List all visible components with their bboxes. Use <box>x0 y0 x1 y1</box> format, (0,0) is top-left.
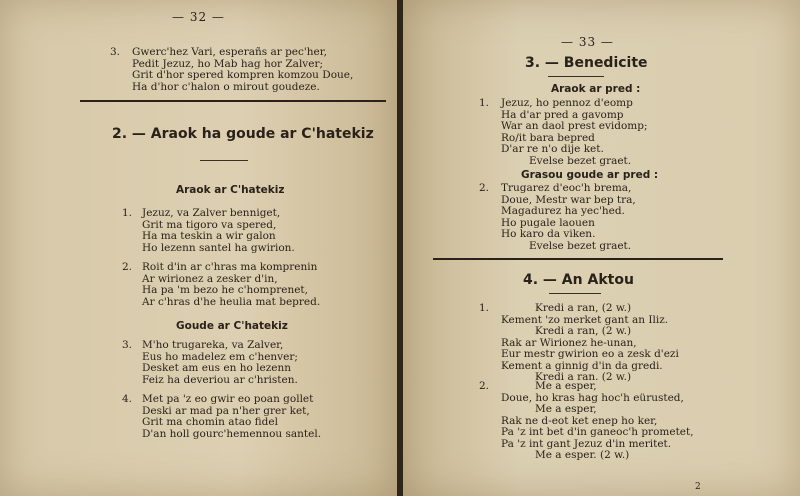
title-underline <box>548 76 604 77</box>
verse-line: Gwerc'hez Vari, esperañs ar pec'her, <box>132 46 327 58</box>
verse-line: Eur mestr gwirion eo a zesk d'ezi <box>501 348 679 360</box>
verse-3 <box>122 340 392 388</box>
verse-1 <box>122 208 392 256</box>
benedicite-verse-2 <box>479 182 779 252</box>
verse-line: Jezuz, va Zalver benniget, <box>142 207 281 219</box>
verse-line: Ha pa 'm bezo he c'homprenet, <box>142 284 308 296</box>
verse-line: Grit d'hor spered kompren komzou Doue, <box>132 69 354 81</box>
verse-line: Ro/it bara bepred <box>501 131 595 144</box>
verse-line: Kredi a ran. (2 w.) <box>535 371 632 383</box>
verse-line: Ho lezenn santel ha gwirion. <box>142 241 295 254</box>
verse-lines <box>501 98 648 167</box>
verse-line: Kement a ginnig d'in da gredi. <box>501 359 663 372</box>
verse-line: Trugarez d'eoc'h brema, <box>501 182 632 194</box>
verse-line: Deski ar mad pa n'her grer ket, <box>142 404 310 417</box>
verse-line: Ho karo da viken. <box>501 228 596 240</box>
verse-line: Me a esper, <box>535 380 597 392</box>
left-page <box>0 0 397 496</box>
verse-line: War an daol prest evidomp; <box>501 120 648 132</box>
verse-number: 2. <box>122 261 133 273</box>
verse-lines <box>132 47 353 93</box>
verse-2 <box>122 262 392 310</box>
verse-lines <box>142 208 295 254</box>
verse-line: Grit ma tigoro va spered, <box>142 218 277 231</box>
verse-line: D'ar re n'o dije ket. <box>501 143 604 155</box>
verse-line: Doue, ho kras hag hoc'h eürusted, <box>501 391 684 404</box>
verse-line: Met pa 'z eo gwir eo poan gollet <box>142 393 314 405</box>
verse-lines <box>142 340 298 386</box>
verse-line: Magadurez ha yec'hed. <box>501 205 625 217</box>
verse-4 <box>122 394 392 442</box>
section-divider <box>80 100 386 102</box>
verse-lines <box>501 381 694 462</box>
verse-number: 2. <box>479 182 490 194</box>
subheading-after-meal: Grasou goude ar pred : <box>521 169 659 181</box>
title-underline <box>200 160 248 161</box>
verse-number: 1. <box>479 97 490 109</box>
verse-line: Ar wirionez a zesker d'in, <box>142 272 278 285</box>
verse-lines <box>501 183 636 252</box>
verse-lines <box>142 394 321 440</box>
verse-line: Grit ma chomin atao fidel <box>142 416 278 428</box>
verse-line: M'ho trugareka, va Zalver, <box>142 339 284 351</box>
verse-line: Eus ho madelez em c'henver; <box>142 350 298 363</box>
section-title: 2. — Araok ha goude ar C'hatekiz <box>112 126 374 142</box>
subheading-before-meal: Araok ar pred : <box>551 83 641 95</box>
verse-line: Feiz ha deveriou ar c'hristen. <box>142 373 298 386</box>
verse-refrain: Evelse bezet graet. <box>529 239 632 252</box>
right-page <box>403 0 800 496</box>
verse-number: 2. <box>479 380 490 392</box>
aktou-verse-1 <box>479 303 789 385</box>
verse-line: Jezuz, ho pennoz d'eomp <box>501 97 633 109</box>
benedicite-verse-1 <box>479 97 779 167</box>
subheading-after: Goude ar C'hatekiz <box>176 320 288 332</box>
subheading-before: Araok ar C'hatekiz <box>176 184 285 196</box>
verse-line: D'an holl gourc'hemennou santel. <box>142 427 322 440</box>
section-title-aktou: 4. — An Aktou <box>523 272 634 288</box>
verse-line: Ha d'hor c'halon o mirout goudeze. <box>132 80 320 93</box>
verse-line: Kredi a ran, (2 w.) <box>535 325 632 337</box>
verse-line: Rak ne d-eot ket enep ho ker, <box>501 414 658 427</box>
verse-refrain: Evelse bezet graet. <box>529 154 632 167</box>
verse-line: Roit d'in ar c'hras ma komprenin <box>142 261 318 273</box>
signature-mark: 2 <box>695 482 701 492</box>
section-title-benedicite: 3. — Benedicite <box>525 55 648 71</box>
page-number: — 33 — <box>561 35 614 49</box>
verse-line: Ho pugale laouen <box>501 216 595 229</box>
verse-top <box>110 47 390 95</box>
verse-line: Desket am eus en ho lezenn <box>142 362 291 374</box>
section-divider <box>433 258 723 260</box>
verse-lines <box>501 303 679 384</box>
verse-number: 3. <box>122 339 133 351</box>
verse-line: Me a esper, <box>535 403 597 415</box>
verse-line: Rak ar Wirionez he-unan, <box>501 336 637 349</box>
page-number: — 32 — <box>172 10 225 24</box>
verse-number: 3. <box>110 46 121 58</box>
verse-number: 1. <box>479 302 490 314</box>
verse-number: 4. <box>122 393 133 405</box>
verse-lines <box>142 262 320 308</box>
verse-line: Kredi a ran, (2 w.) <box>535 302 632 314</box>
verse-line: Pa 'z int gant Jezuz d'in meritet. <box>501 437 672 450</box>
aktou-verse-2 <box>479 381 789 463</box>
verse-number: 1. <box>122 207 133 219</box>
verse-line: Pedit Jezuz, ho Mab hag hor Zalver; <box>132 57 323 70</box>
verse-line: Pa 'z int bet d'in ganeoc'h prometet, <box>501 426 694 438</box>
title-underline <box>549 293 601 294</box>
verse-line: Doue, Mestr war bep tra, <box>501 193 636 206</box>
verse-line: Kement 'zo merket gant an Iliz. <box>501 313 669 326</box>
verse-line: Ar c'hras d'he heulia mat bepred. <box>142 295 321 308</box>
verse-line: Me a esper. (2 w.) <box>535 449 630 461</box>
verse-line: Ha ma teskin a wir galon <box>142 230 276 242</box>
verse-line: Ha d'ar pred a gavomp <box>501 108 624 121</box>
